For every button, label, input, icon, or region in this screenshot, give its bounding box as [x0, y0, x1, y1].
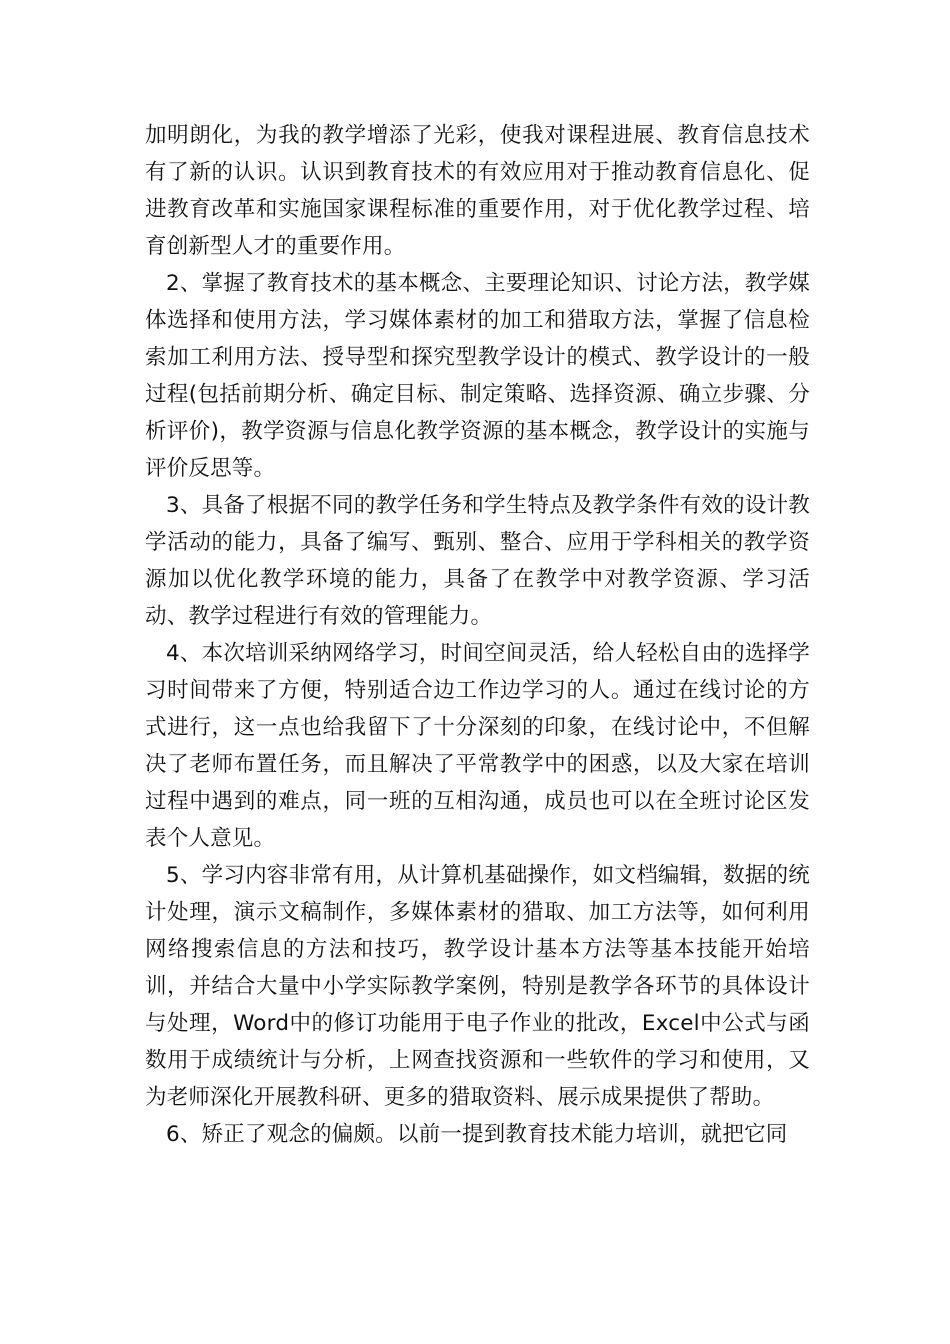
- document-body: [145, 117, 810, 1153]
- paragraph-item-3: 3、具备了根据不同的教学任务和学生特点及教学条件有效的设计教学活动的能力，具备了编写、甄别、整合、应用于学科相关的教学资源加以优化教学环境的能力，具备了在教学中对教学资源、学习活动、教学过程进行有效的管理能力。: [145, 493, 810, 629]
- paragraph-item-6: 6、矫正了观念的偏颇。以前一提到教育技术能力培训，就把它同: [166, 1122, 788, 1147]
- paragraph-item-2: 2、掌握了教育技术的基本概念、主要理论知识、讨论方法，教学媒体选择和使用方法，学习媒体素材的加工和猎取方法，掌握了信息检索加工利用方法、授导型和探究型教学设计的模式、教学设计的一般过程(包括前期分析、确定目标、制定策略、选择资源、确立步骤、分析评价)，教学资源与信息化教学资源的基本概念，教学设计的实施与评价反思等。: [145, 271, 810, 481]
- paragraph-continuation: 加明朗化，为我的教学增添了光彩，使我对课程进展、教育信息技术有了新的认识。认识到教育技术的有效应用对于推动教育信息化、促进教育改革和实施国家课程标准的重要作用，对于优化教学过程、培育创新型人才的重要作用。: [145, 123, 810, 259]
- paragraph-item-5: 5、学习内容非常有用，从计算机基础操作，如文档编辑，数据的统计处理，演示文稿制作，多媒体素材的猎取、加工方法等，如何利用网络搜索信息的方法和技巧，教学设计基本方法等基本技能开始培训，并结合大量中小学实际教学案例，特别是教学各环节的具体设计与处理，Word中的修订功能用于电子作业的批改，Excel中公式与函数用于成绩统计与分析，上网查找资源和一些软件的学习和使用，又为老师深化开展教科研、更多的猎取资料、展示成果提供了帮助。: [145, 863, 810, 1110]
- paragraph-item-4: 4、本次培训采纳网络学习，时间空间灵活，给人轻松自由的选择学习时间带来了方便，特别适合边工作边学习的人。通过在线讨论的方式进行，这一点也给我留下了十分深刻的印象，在线讨论中，不但解决了老师布置任务，而且解决了平常教学中的困惑，以及大家在培训过程中遇到的难点，同一班的互相沟通，成员也可以在全班讨论区发表个人意见。: [145, 641, 810, 851]
